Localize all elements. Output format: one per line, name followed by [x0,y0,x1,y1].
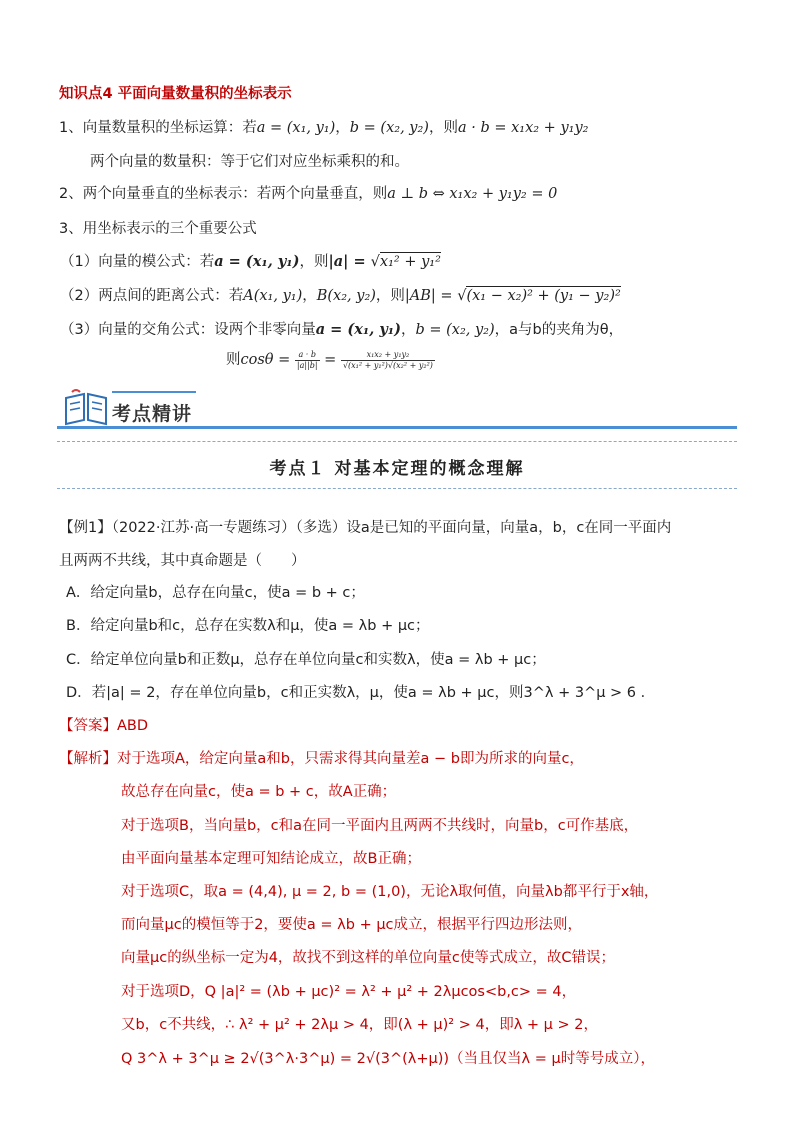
f1-sqrt-sign: √ [370,254,380,270]
analysis-line-7: 向量μc的纵坐标一定为4，故找不到这样的单位向量c使等式成立，故C错误； [121,950,616,966]
option-a: A．给定向量b，总存在向量c，使a = b + c； [66,585,365,601]
f2-sqrt-sign: √ [457,288,467,304]
analysis-line-3: 对于选项B，当向量b，c和a在同一平面内且两两不共线时，向量b，c可作基底， [121,818,639,834]
section-rule-dashed [57,488,737,489]
kp4-line-2-prefix: 2、两个向量垂直的坐标表示：若两个向量垂直，则 [59,186,388,202]
f2-then: ，则 [375,288,405,304]
analysis-text-1: 对于选项A，给定向量a和b，只需求得其向量差a − b即为所求的向量c， [117,751,584,767]
kp4-line-3: 3、用坐标表示的三个重要公式 [59,221,257,237]
f3-then: 则 [226,352,241,368]
f3-sep: ， [400,322,416,338]
analysis-label: 【解析】 [59,751,117,767]
kp4-formula-1 [60,252,441,272]
banner-top-rule [112,391,196,393]
f3-fraction-2 [341,350,435,371]
kp4-cos-formula [226,349,435,371]
book-icon [62,388,110,428]
section-title: 考点１ 对基本定理的概念理解 [269,459,525,479]
f2-point-a: A(x₁, y₁) [243,288,303,304]
f1-modulus: |a| = [328,253,371,270]
f2-prefix: （2）两点间的距离公式：若 [60,288,244,304]
option-c: C．给定单位向量b和正数μ，总存在单位向量c和实数λ，使a = λb + μc； [66,652,546,668]
f3-prefix: （3）向量的交角公式：设两个非零向量 [60,322,316,338]
f2-point-b: B(x₂, y₂) [316,288,376,304]
f1-radicand: x₁² + y₁² [379,254,441,270]
option-b: B．给定向量b和c，总存在实数λ和μ，使a = λb + μc； [66,618,430,634]
answer-value: ABD [117,718,149,734]
kp4-vector-a: a = (x₁, y₁) [256,120,336,136]
f3-vector-b: b = (x₂, y₂) [415,322,495,338]
answer-label: 【答案】 [59,718,117,734]
f3-mid2: a与b的夹角为θ， [509,322,624,338]
banner-title: 考点精讲 [112,403,193,425]
kp4-line-2 [59,184,557,204]
f3-fraction-2-den: √(x₁² + y₁²)√(x₂² + y₂²) [342,360,433,370]
kp4-dot-formula: a · b = x₁x₂ + y₁y₂ [457,120,589,136]
f2-radicand: (x₁ − x₂)² + (y₁ − y₂)² [466,288,621,304]
analysis-line-4: 由平面向量基本定理可知结论成立，故B正确； [121,851,421,867]
banner-rule-thick [57,426,737,429]
example-line-2: 且两两不共线，其中真命题是（ ） [59,553,306,569]
answer [59,716,148,736]
kp4-line-1 [59,118,588,138]
f3-fraction-2-num: x₁x₂ + y₁y₂ [341,350,435,361]
option-d: D．若|a| = 2，存在单位向量b，c和正实数λ，μ，使a = λb + μc，则3^λ + 3^μ > 6 ． [66,685,656,701]
example-line-1: 【例1】（2022·江苏·高一专题练习）（多选）设a是已知的平面向量，向量a，b，c在同一平面内 [59,520,672,536]
kp4-then: ，则 [428,120,458,136]
analysis-line-6: 而向量μc的模恒等于2，要使a = λb + μc成立，根据平行四边形法则， [121,917,583,933]
analysis-line-5: 对于选项C，取a = (4,4), μ = 2, b = (1,0)，无论λ取何值，向量λb都平行于x轴， [121,884,659,900]
f1-prefix: （1）向量的模公式：若 [60,254,215,270]
analysis-line-10: Q 3^λ + 3^μ ≥ 2√(3^λ·3^μ) = 2√(3^(λ+μ))（当且仅当λ = μ时等号成立）， [121,1051,655,1067]
kp4-note: 两个向量的数量积：等于它们对应坐标乘积的和。 [90,154,409,170]
kp4-perp-formula: a ⊥ b ⇔ x₁x₂ + y₁y₂ = 0 [387,186,558,202]
f3-mid1: ， [494,322,510,338]
kp4-formula-2 [60,286,621,306]
f2-ab: |AB| = [404,288,458,304]
f3-vector-a: a = (x₁, y₁) [315,321,401,338]
f3-fraction-1 [295,350,320,371]
f3-cos: cosθ = [240,352,295,368]
analysis-line-1 [59,749,584,769]
kp4-line-1-prefix: 1、向量数量积的坐标运算：若 [59,120,257,136]
analysis-line-8: 对于选项D，Q |a|² = (λb + μc)² = λ² + μ² + 2λμcos<b,c> = 4， [121,984,577,1000]
f1-vector-a: a = (x₁, y₁) [214,253,300,270]
f2-sep: ， [302,288,317,304]
kp4-sep: ， [335,120,350,136]
f1-then: ，则 [299,254,329,270]
kp4-formula-3 [60,320,623,340]
f3-fraction-1-num: a · b [295,350,320,361]
analysis-line-2: 故总存在向量c，使a = b + c，故A正确； [121,784,397,800]
kp4-vector-b: b = (x₂, y₂) [349,120,429,136]
f3-fraction-1-den: |a||b| [296,360,318,370]
knowledge-point-title: 知识点4 平面向量数量积的坐标表示 [59,86,292,102]
banner-rule-dashed-1 [57,441,737,442]
analysis-line-9: 又b，c不共线，∴ λ² + μ² + 2λμ > 4，即(λ + μ)² > 4，即λ + μ > 2， [121,1017,598,1033]
f3-equals: = [319,352,341,368]
